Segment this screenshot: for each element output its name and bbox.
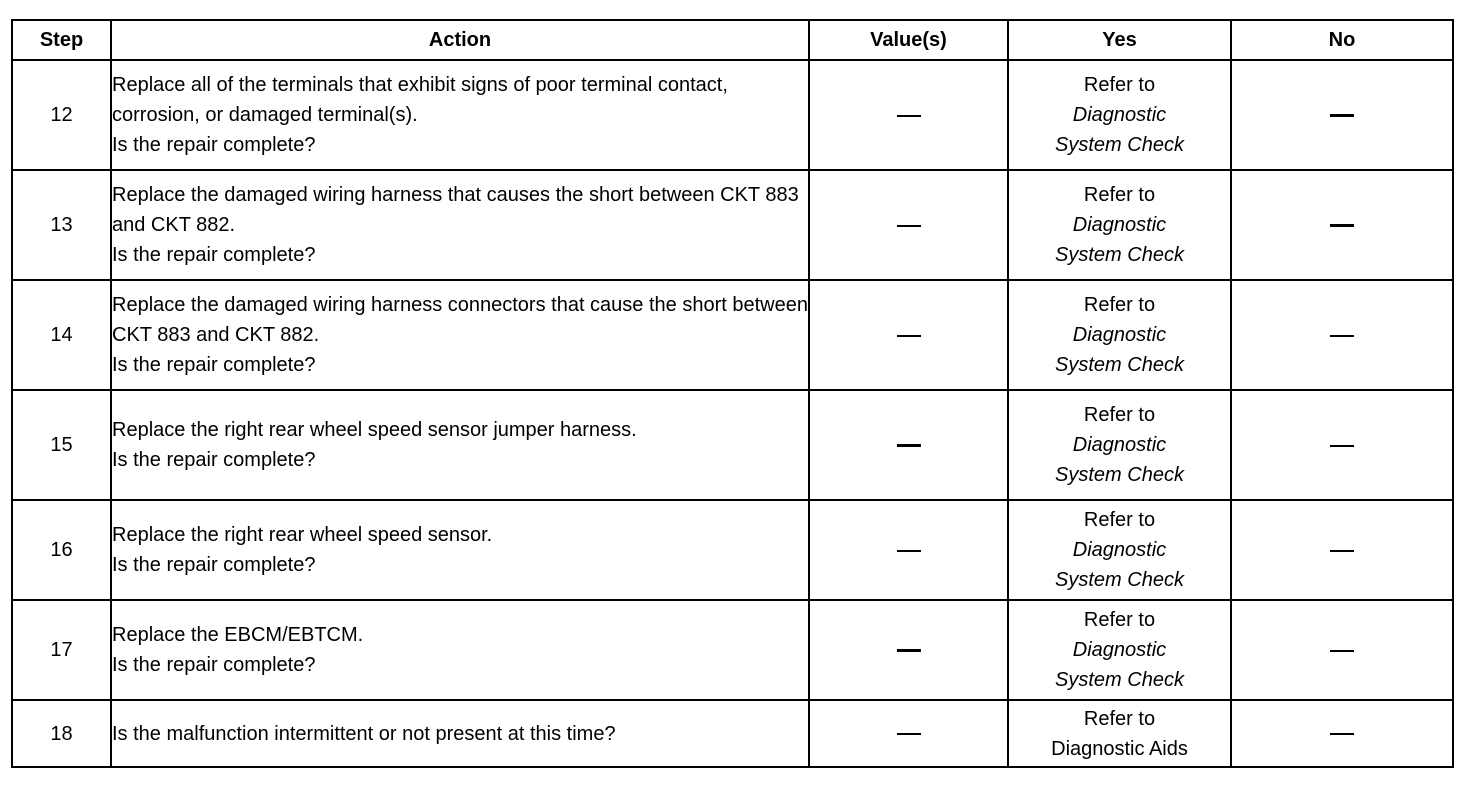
action-question: Is the repair complete? (112, 244, 316, 266)
no-dash (1330, 114, 1354, 117)
yes-cell (1008, 390, 1231, 500)
value-cell (809, 600, 1008, 700)
no-dash (1330, 733, 1354, 735)
step-number: 16 (12, 500, 111, 600)
table-row (12, 600, 1453, 700)
action-cell (111, 700, 809, 767)
action-cell (111, 170, 809, 280)
no-dash (1330, 445, 1354, 447)
action-question: Is the repair complete? (112, 654, 316, 676)
action-text: Replace the right rear wheel speed sensor. (112, 524, 493, 546)
yes-link-system-check[interactable]: System Check (1055, 569, 1184, 591)
no-cell (1231, 390, 1453, 500)
table-row (12, 390, 1453, 500)
header-action: Action (111, 20, 809, 60)
no-cell (1231, 700, 1453, 767)
action-text: Replace the damaged wiring harness that causes the short between CKT 883 and CKT 882. (112, 184, 799, 236)
value-dash (897, 335, 921, 337)
yes-link-diagnostic[interactable]: Diagnostic (1072, 324, 1167, 346)
yes-link-system-check[interactable]: System Check (1055, 669, 1184, 691)
no-dash (1330, 650, 1354, 652)
yes-cell (1008, 700, 1231, 767)
action-cell (111, 390, 809, 500)
no-dash (1330, 550, 1354, 552)
yes-refer: Refer to (1083, 509, 1156, 531)
yes-cell (1008, 600, 1231, 700)
action-cell (111, 500, 809, 600)
yes-refer: Refer to (1083, 609, 1156, 631)
yes-cell (1008, 170, 1231, 280)
action-text: Replace the EBCM/EBTCM. (112, 624, 364, 646)
table-row (12, 280, 1453, 390)
yes-link-diagnostic-aids[interactable]: Diagnostic Aids (1051, 737, 1188, 760)
yes-link-system-check[interactable]: System Check (1055, 134, 1184, 156)
diagnostic-table (11, 19, 1454, 768)
step-number: 18 (12, 700, 111, 767)
value-dash (897, 444, 921, 447)
yes-link-system-check[interactable]: System Check (1055, 244, 1184, 266)
value-dash (897, 225, 921, 227)
yes-cell (1008, 280, 1231, 390)
step-number: 12 (12, 60, 111, 170)
no-cell (1231, 500, 1453, 600)
yes-link-diagnostic[interactable]: Diagnostic (1072, 639, 1167, 661)
table-row (12, 170, 1453, 280)
no-dash (1330, 335, 1354, 337)
action-text: Replace all of the terminals that exhibit signs of poor terminal contact, corrosion, or damaged terminal(s). (112, 74, 728, 126)
action-cell (111, 280, 809, 390)
step-number: 15 (12, 390, 111, 500)
no-dash (1330, 224, 1354, 227)
step-number: 17 (12, 600, 111, 700)
header-row (12, 20, 1453, 60)
value-cell (809, 170, 1008, 280)
action-text: Replace the right rear wheel speed sensor jumper harness. (112, 419, 637, 441)
action-question: Is the repair complete? (112, 354, 316, 376)
no-cell (1231, 170, 1453, 280)
step-number: 14 (12, 280, 111, 390)
action-cell (111, 60, 809, 170)
yes-link-diagnostic[interactable]: Diagnostic (1072, 104, 1167, 126)
yes-link-diagnostic[interactable]: Diagnostic (1072, 539, 1167, 561)
value-cell (809, 500, 1008, 600)
value-dash (897, 550, 921, 552)
action-question: Is the repair complete? (112, 449, 316, 471)
yes-refer: Refer to (1083, 294, 1156, 316)
yes-cell (1008, 60, 1231, 170)
no-cell (1231, 280, 1453, 390)
value-dash (897, 115, 921, 117)
no-cell (1231, 600, 1453, 700)
action-text: Replace the damaged wiring harness connectors that cause the short between CKT 883 and CKT 882. (112, 294, 808, 346)
header-no: No (1231, 20, 1453, 60)
yes-link-diagnostic[interactable]: Diagnostic (1072, 434, 1167, 456)
table-row (12, 500, 1453, 600)
diagnostic-table-container (11, 19, 1454, 768)
value-dash (897, 649, 921, 652)
header-yes: Yes (1008, 20, 1231, 60)
step-number: 13 (12, 170, 111, 280)
value-dash (897, 733, 921, 735)
value-cell (809, 390, 1008, 500)
action-cell (111, 600, 809, 700)
yes-link-system-check[interactable]: System Check (1055, 464, 1184, 486)
yes-refer: Refer to (1083, 707, 1156, 730)
action-text: Is the malfunction intermittent or not present at this time? (112, 722, 616, 745)
value-cell (809, 700, 1008, 767)
yes-refer: Refer to (1083, 74, 1156, 96)
action-question: Is the repair complete? (112, 134, 316, 156)
yes-link-diagnostic[interactable]: Diagnostic (1072, 214, 1167, 236)
no-cell (1231, 60, 1453, 170)
yes-refer: Refer to (1083, 404, 1156, 426)
value-cell (809, 60, 1008, 170)
table-row (12, 700, 1453, 767)
header-step: Step (12, 20, 111, 60)
yes-link-system-check[interactable]: System Check (1055, 354, 1184, 376)
action-question: Is the repair complete? (112, 554, 316, 576)
value-cell (809, 280, 1008, 390)
table-row (12, 60, 1453, 170)
yes-cell (1008, 500, 1231, 600)
header-values: Value(s) (809, 20, 1008, 60)
yes-refer: Refer to (1083, 184, 1156, 206)
